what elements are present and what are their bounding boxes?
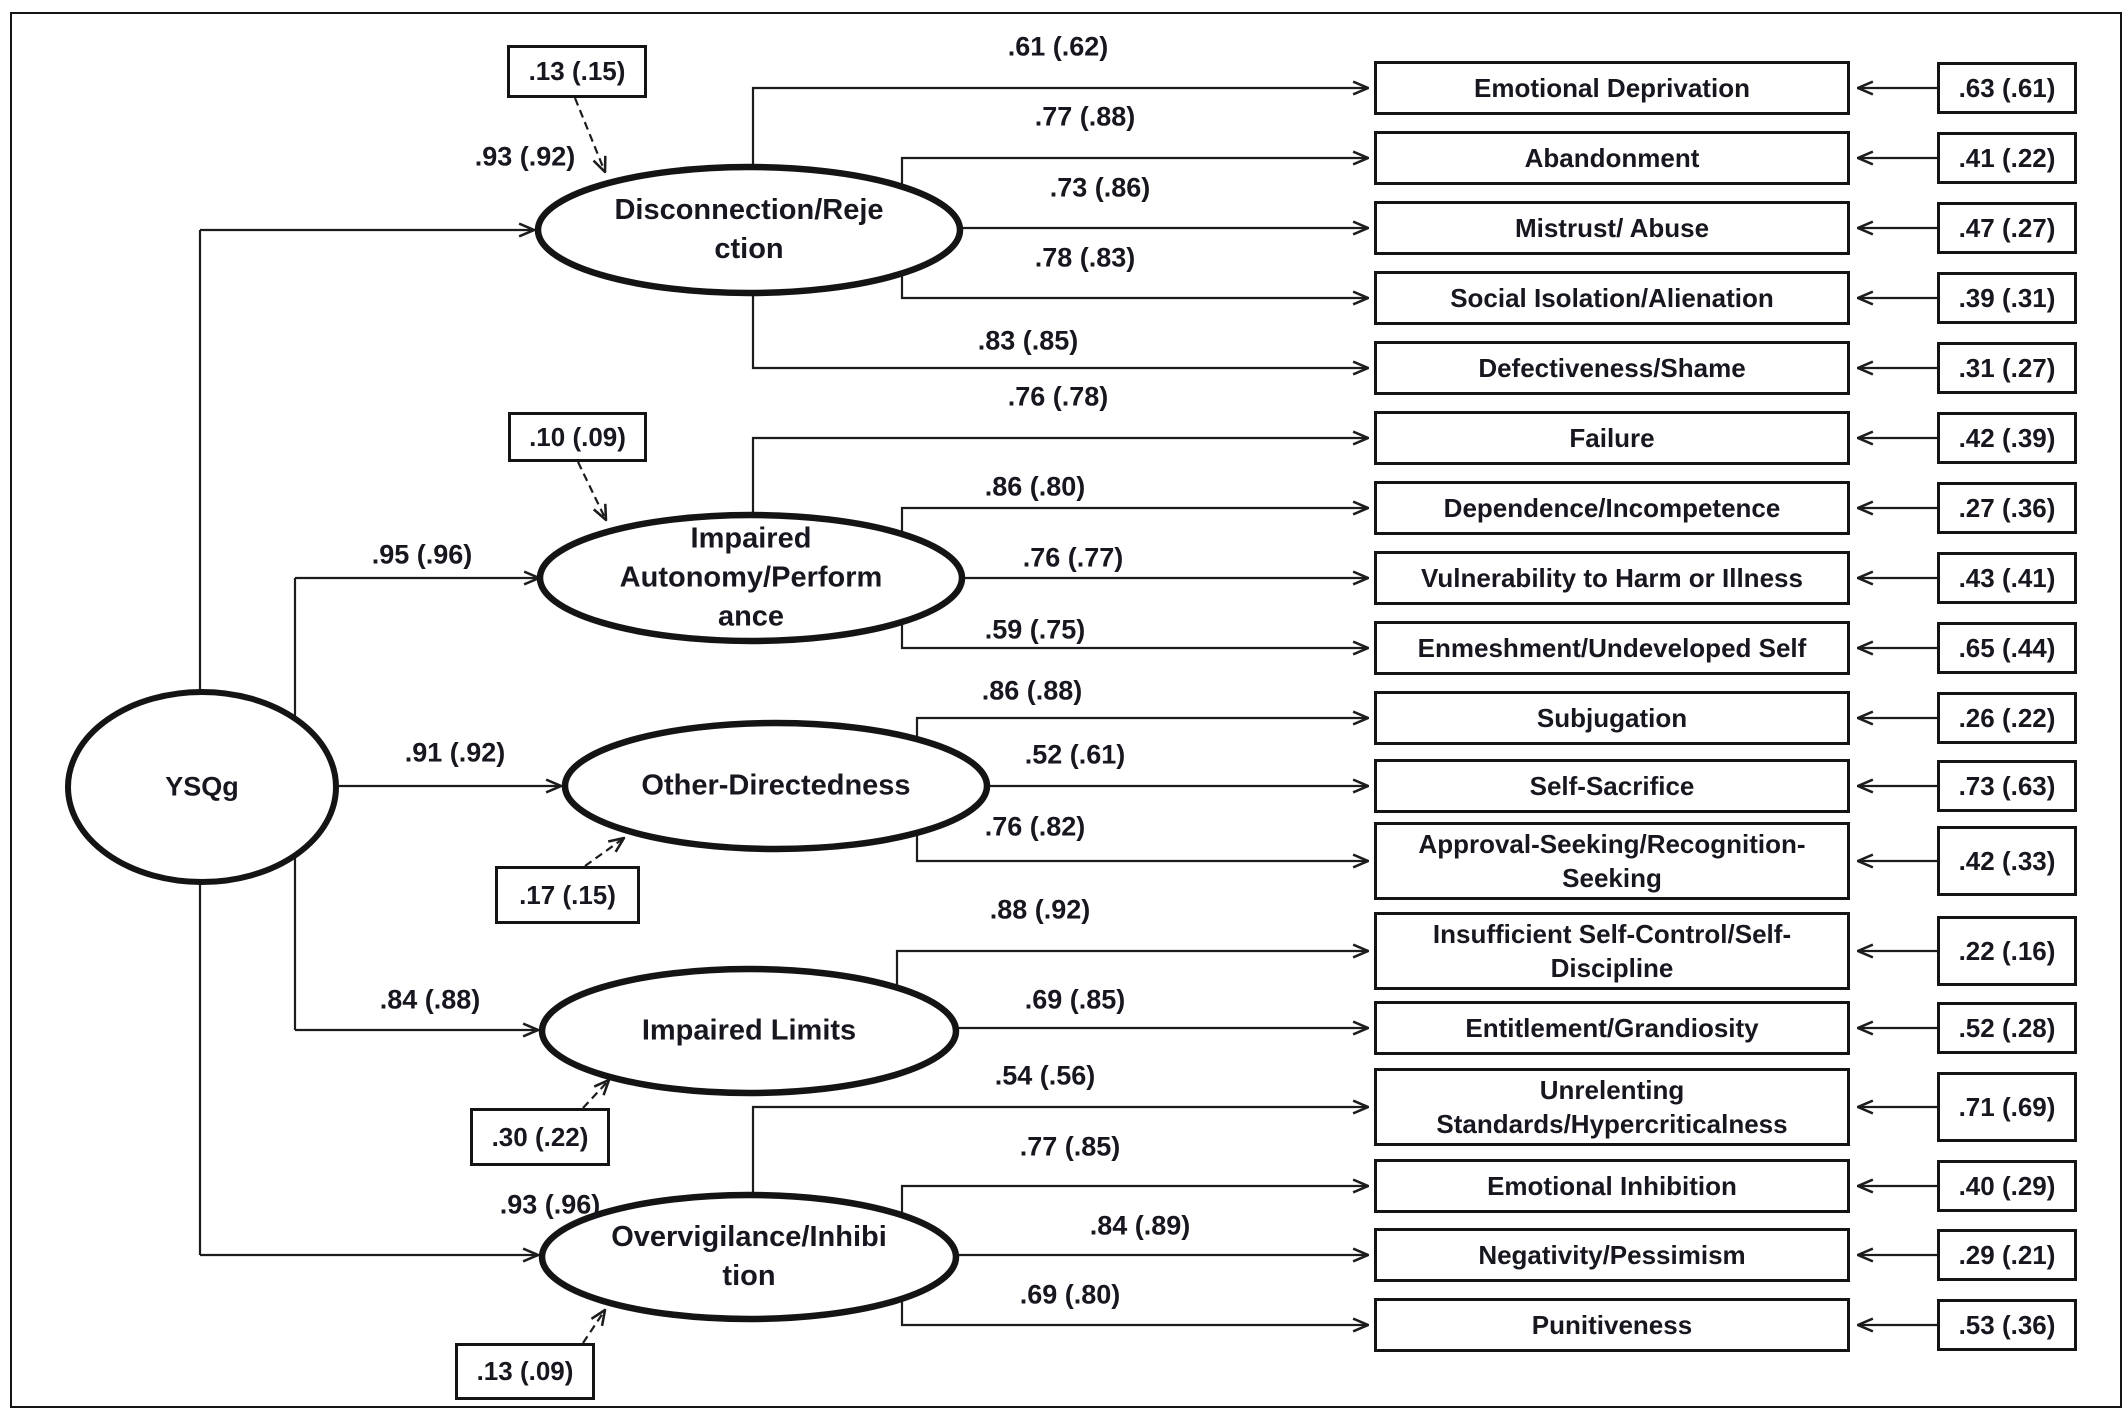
indicator-label: Mistrust/ Abuse — [1514, 213, 1710, 243]
error-box-vulnerability: .43 (.41) — [1937, 552, 2077, 604]
indicator-self-sacrifice — [1374, 759, 1850, 813]
indicator-vulnerability — [1374, 551, 1850, 605]
indicator-label-line: Standards/Hypercriticalness — [1436, 1109, 1788, 1139]
factor-label-other-directedness: Other-Directedness — [641, 769, 911, 802]
factor-label-line: Autonomy/Perform — [619, 561, 883, 594]
error-box-negativity: .29 (.21) — [1937, 1229, 2077, 1281]
indicator-entitlement — [1374, 1001, 1850, 1055]
loading-label-punitiveness: .69 (.80) — [1019, 1279, 1121, 1310]
loading-label-ysqg-impaired-limits: .84 (.88) — [379, 984, 481, 1015]
error-box-social-isolation: .39 (.31) — [1937, 272, 2077, 324]
loading-label-emotional-inhibition: .77 (.85) — [1019, 1131, 1121, 1162]
error-box-self-sacrifice: .73 (.63) — [1937, 760, 2077, 812]
indicator-label: Self-Sacrifice — [1529, 771, 1695, 801]
path-f5-punitiveness — [902, 1257, 1368, 1325]
indicator-label: Punitiveness — [1531, 1310, 1693, 1340]
loading-label-negativity: .84 (.89) — [1089, 1210, 1191, 1241]
indicator-label-line: Seeking — [1562, 863, 1662, 893]
factor-label-impaired-limits: Impaired Limits — [641, 1014, 857, 1047]
error-box-defectiveness: .31 (.27) — [1937, 342, 2077, 394]
indicator-dependence — [1374, 481, 1850, 535]
disturbance-box-overvigilance: .13 (.09) — [455, 1343, 595, 1400]
disturbance-arrow-f3 — [585, 838, 624, 866]
disturbance-arrow-f4 — [583, 1080, 609, 1108]
error-box-failure: .42 (.39) — [1937, 412, 2077, 464]
disturbance-arrow-f5 — [583, 1310, 605, 1343]
loading-label-ysqg-overvigilance: .93 (.96) — [499, 1189, 601, 1220]
factor-label-disconnection — [614, 191, 883, 269]
loading-label-vulnerability: .76 (.77) — [1022, 542, 1124, 573]
error-box-abandonment: .41 (.22) — [1937, 132, 2077, 184]
error-box-dependence: .27 (.36) — [1937, 482, 2077, 534]
indicator-abandonment — [1374, 131, 1850, 185]
indicator-label: Enmeshment/Undeveloped Self — [1417, 633, 1807, 663]
loading-label-ysqg-disconnection: .93 (.92) — [474, 141, 576, 172]
indicator-label: Subjugation — [1536, 703, 1688, 733]
indicator-enmeshment — [1374, 621, 1850, 675]
loading-label-mistrust-abuse: .73 (.86) — [1049, 172, 1151, 203]
error-box-enmeshment: .65 (.44) — [1937, 622, 2077, 674]
indicator-label: Abandonment — [1524, 143, 1700, 173]
indicator-label: Failure — [1569, 423, 1655, 453]
indicator-label: Dependence/Incompetence — [1443, 493, 1781, 523]
loading-label-insufficient-self-control: .88 (.92) — [989, 894, 1091, 925]
indicator-label: Vulnerability to Harm or Illness — [1421, 563, 1803, 593]
loading-label-approval-seeking: .76 (.82) — [984, 811, 1086, 842]
error-box-subjugation: .26 (.22) — [1937, 692, 2077, 744]
disturbance-box-impaired-autonomy: .10 (.09) — [508, 412, 647, 462]
indicator-punitiveness — [1374, 1298, 1850, 1352]
path-f2-enmeshment — [902, 578, 1368, 648]
disturbance-arrow-f2 — [578, 462, 606, 520]
loading-label-emotional-deprivation: .61 (.62) — [1007, 31, 1109, 62]
indicator-label-line: Discipline — [1550, 953, 1674, 983]
error-box-entitlement: .52 (.28) — [1937, 1002, 2077, 1054]
indicator-failure — [1374, 411, 1850, 465]
loading-label-subjugation: .86 (.88) — [981, 675, 1083, 706]
indicator-label: Emotional Deprivation — [1474, 73, 1750, 103]
factor-label-line: tion — [722, 1260, 776, 1292]
factor-label-line: Overvigilance/Inhibi — [611, 1221, 887, 1253]
factor-label-line: ance — [717, 600, 785, 633]
factor-label-overvigilance — [611, 1218, 887, 1296]
error-box-insufficient-self-control: .22 (.16) — [1937, 916, 2077, 986]
indicator-label-line: Unrelenting — [1539, 1075, 1685, 1105]
error-box-mistrust-abuse: .47 (.27) — [1937, 202, 2077, 254]
loading-label-ysqg-other-directedness: .91 (.92) — [404, 737, 506, 768]
error-box-unrelenting-standards: .71 (.69) — [1937, 1072, 2077, 1142]
indicator-label: Emotional Inhibition — [1487, 1171, 1737, 1201]
factor-label-line: ction — [714, 233, 784, 265]
factor-label-impaired-autonomy — [620, 520, 883, 637]
indicator-emotional-deprivation — [1374, 61, 1850, 115]
indicator-label-line: Approval-Seeking/Recognition- — [1418, 829, 1806, 859]
error-box-emotional-deprivation: .63 (.61) — [1937, 62, 2077, 114]
disturbance-box-disconnection: .13 (.15) — [507, 45, 647, 98]
factor-label-line: Impaired — [690, 522, 812, 555]
indicator-label: Negativity/Pessimism — [1478, 1240, 1746, 1270]
loading-label-defectiveness: .83 (.85) — [977, 325, 1079, 356]
loading-label-failure: .76 (.78) — [1007, 381, 1109, 412]
loading-label-abandonment: .77 (.88) — [1034, 101, 1136, 132]
indicator-label: Social Isolation/Alienation — [1450, 283, 1774, 313]
indicator-mistrust-abuse — [1374, 201, 1850, 255]
indicator-subjugation — [1374, 691, 1850, 745]
disturbance-box-other-directedness: .17 (.15) — [495, 866, 640, 924]
indicator-label-line: Insufficient Self-Control/Self- — [1432, 919, 1792, 949]
indicator-insufficient-self-control — [1374, 912, 1850, 990]
loading-label-dependence: .86 (.80) — [984, 471, 1086, 502]
indicator-emotional-inhibition — [1374, 1159, 1850, 1213]
indicator-approval-seeking — [1374, 822, 1850, 900]
indicator-label: Defectiveness/Shame — [1478, 353, 1746, 383]
loading-label-enmeshment: .59 (.75) — [984, 614, 1086, 645]
indicator-label: Entitlement/Grandiosity — [1465, 1013, 1759, 1043]
loading-label-entitlement: .69 (.85) — [1024, 984, 1126, 1015]
loading-label-social-isolation: .78 (.83) — [1034, 242, 1136, 273]
path-f4-insufficient-self-control — [897, 951, 1368, 1031]
indicator-social-isolation — [1374, 271, 1850, 325]
loading-label-ysqg-impaired-autonomy: .95 (.96) — [371, 539, 473, 570]
disturbance-box-impaired-limits: .30 (.22) — [470, 1108, 610, 1166]
loading-label-unrelenting-standards: .54 (.56) — [994, 1060, 1096, 1091]
error-box-approval-seeking: .42 (.33) — [1937, 826, 2077, 896]
disturbance-arrow-f1 — [575, 98, 605, 172]
error-box-punitiveness: .53 (.36) — [1937, 1299, 2077, 1351]
indicator-unrelenting-standards — [1374, 1068, 1850, 1146]
path-f2-dependence — [902, 508, 1368, 578]
loading-label-self-sacrifice: .52 (.61) — [1024, 739, 1126, 770]
latent-label-ysqg: YSQg — [165, 771, 239, 802]
factor-label-line: Disconnection/Reje — [614, 194, 884, 226]
error-box-emotional-inhibition: .40 (.29) — [1937, 1160, 2077, 1212]
indicator-negativity — [1374, 1228, 1850, 1282]
indicator-defectiveness — [1374, 341, 1850, 395]
